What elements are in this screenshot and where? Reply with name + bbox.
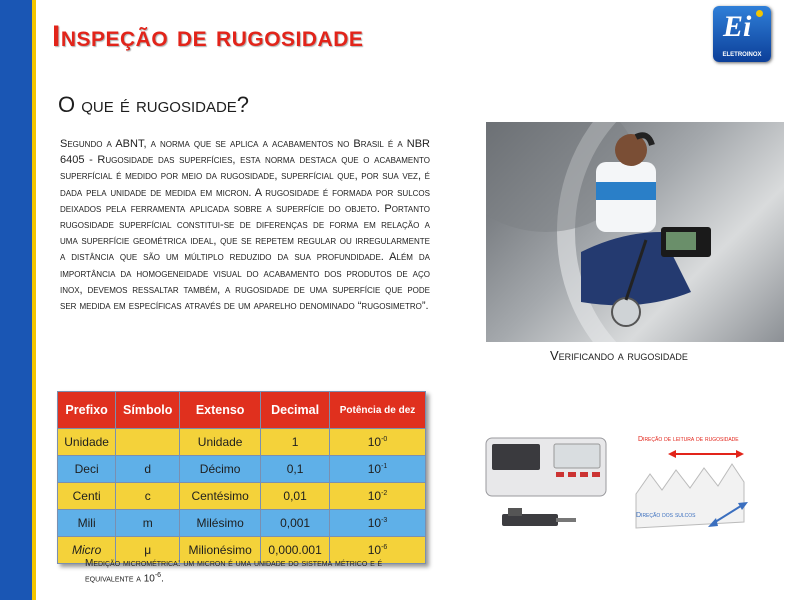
cell-simbolo: m (116, 510, 180, 537)
footnote (85, 558, 405, 585)
left-accent-stripe (32, 0, 36, 600)
header-potencia: Potência de dez (330, 392, 426, 429)
roughness-direction-diagram (632, 432, 792, 532)
grooves-direction-label: Direção dos sulcos (636, 512, 696, 519)
cell-extenso: Décimo (180, 456, 261, 483)
cell-extenso: Unidade (180, 429, 261, 456)
table-row (58, 483, 426, 510)
cell-simbolo (116, 429, 180, 456)
reading-direction-label: Direção de leitura de rugosidade (638, 436, 739, 443)
table-row (58, 510, 426, 537)
cell-decimal: 1 (261, 429, 330, 456)
left-accent-bar (0, 0, 32, 600)
cell-decimal: 0,000.001 (261, 537, 330, 564)
footnote-exponent: -6 (154, 572, 162, 579)
page-title: Inspeção de rugosidade (52, 20, 364, 53)
power-base: 10 (367, 435, 382, 449)
power-base: 10 (367, 489, 382, 503)
power-base: 10 (367, 516, 382, 530)
prefix-table (57, 391, 426, 564)
table-header-row (58, 392, 426, 429)
header-prefixo: Prefixo (58, 392, 116, 429)
header-simbolo: Símbolo (116, 392, 180, 429)
cell-prefixo: Unidade (58, 429, 116, 456)
photo-caption: Verificando a rugosidade (550, 348, 688, 363)
table-row (58, 429, 426, 456)
table-row (58, 456, 426, 483)
cell-extenso: Milésimo (180, 510, 261, 537)
eletroinox-logo (713, 6, 771, 62)
power-exponent: -1 (381, 463, 388, 470)
logo-name: ELETROINOX (722, 52, 762, 58)
power-base: 10 (367, 462, 382, 476)
logo-mark: Ei (723, 10, 752, 43)
inspection-photo (486, 122, 784, 342)
header-decimal: Decimal (261, 392, 330, 429)
power-exponent: -3 (381, 517, 388, 524)
footnote-end: . (161, 573, 164, 585)
section-subtitle: O que é rugosidade? (58, 92, 250, 117)
cell-simbolo: d (116, 456, 180, 483)
inspection-photo-illustration (486, 122, 784, 342)
header-extenso: Extenso (180, 392, 261, 429)
body-paragraph: Segundo a ABNT, a norma que se aplica a acabamentos no Brasil é a NBR 6405 - Rugosidade das superfícies, esta norma destaca que o acabamento superfícial é medido por meio da rugosidade, superfícial que, por sua vez, é dada pela unidade de medida em micron. A rugosidade é formada por sulcos deixados pela ferramenta aplicada sobre a superfície do objeto. Portanto rugosidade superfícial constitui-se de diferenças de forma em relação a uma superfície geométrica ideal, que se repetem regular ou irregularmente a distância que são um múltiplo reduzido da sua profundidade. Além da importância da homogeneidade visual do acabamento dos produtos de aço inox, devemos ressaltar também, a rugosidade de uma superfície que pode ser medida em específicas através de um aparelho denominado “rugosimetro”. (60, 138, 430, 313)
cell-prefixo: Centi (58, 483, 116, 510)
cell-potencia (330, 483, 426, 510)
power-exponent: -0 (381, 436, 388, 443)
footnote-text: Medição micrométrica: um micron é uma unidade do sistema métrico e é equivalente a 10 (85, 558, 383, 585)
cell-decimal: 0,01 (261, 483, 330, 510)
rugosimeter-illustration (484, 436, 610, 498)
cell-potencia (330, 429, 426, 456)
rugosimeter-probe (500, 506, 578, 532)
power-base: 10 (367, 543, 382, 557)
cell-simbolo: c (116, 483, 180, 510)
cell-simbolo: μ (116, 537, 180, 564)
rugosimeter-device (484, 436, 610, 498)
cell-prefixo: Mili (58, 510, 116, 537)
cell-decimal: 0,1 (261, 456, 330, 483)
cell-decimal: 0,001 (261, 510, 330, 537)
power-exponent: -6 (381, 544, 388, 551)
logo-dot (756, 10, 763, 17)
cell-potencia (330, 456, 426, 483)
cell-extenso: Centésimo (180, 483, 261, 510)
cell-prefixo: Micro (58, 537, 116, 564)
cell-extenso: Milionésimo (180, 537, 261, 564)
cell-prefixo: Deci (58, 456, 116, 483)
cell-potencia (330, 510, 426, 537)
power-exponent: -2 (381, 490, 388, 497)
